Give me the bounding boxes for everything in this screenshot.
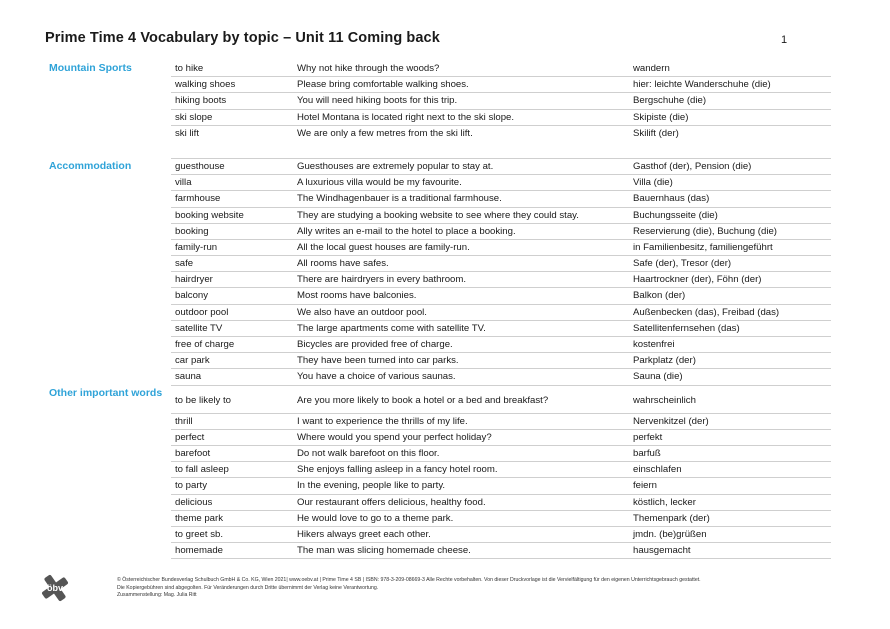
german-translation: Themenpark (der) xyxy=(633,512,710,524)
example-sentence: Ally writes an e-mail to the hotel to place a booking. xyxy=(297,225,516,237)
page-title: Prime Time 4 Vocabulary by topic – Unit 11 Coming back xyxy=(45,30,440,46)
vocab-word: homemade xyxy=(175,545,223,557)
german-translation: Skilift (der) xyxy=(633,127,679,139)
vocab-row xyxy=(45,77,831,93)
vocab-row xyxy=(45,414,831,430)
vocab-word: booking website xyxy=(175,209,244,221)
footer-copy-note: Die Kopiergebühren sind abgegolten. Für Veränderungen durch Dritte übernimmt der Verlag keine Verantwortung. xyxy=(117,584,379,591)
category-heading: Mountain Sports xyxy=(49,62,132,74)
example-sentence: I want to experience the thrills of my life. xyxy=(297,415,468,427)
vocab-row xyxy=(45,478,831,494)
vocab-word: free of charge xyxy=(175,339,235,350)
vocab-word: to fall asleep xyxy=(175,464,229,476)
vocab-row xyxy=(45,110,831,126)
vocab-word: thrill xyxy=(175,415,193,427)
example-sentence: Why not hike through the woods? xyxy=(297,63,440,74)
german-translation: Balkon (der) xyxy=(633,290,686,302)
oebv-logo xyxy=(38,571,72,605)
section-spacer xyxy=(45,142,831,159)
page-number: 1 xyxy=(781,34,788,46)
example-sentence: You will need hiking boots for this trip. xyxy=(297,95,458,107)
german-translation: köstlich, lecker xyxy=(633,496,696,508)
example-sentence: Most rooms have balconies. xyxy=(297,290,417,302)
example-sentence: He would love to go to a theme park. xyxy=(297,512,454,524)
vocab-row xyxy=(45,61,831,77)
vocab-word: booking xyxy=(175,225,209,237)
vocab-word: guesthouse xyxy=(175,160,225,172)
german-translation: in Familienbesitz, familiengeführt xyxy=(633,241,773,253)
german-translation: wahrscheinlich xyxy=(633,394,696,406)
german-translation: Villa (die) xyxy=(633,177,673,189)
example-sentence: All rooms have safes. xyxy=(297,258,389,270)
vocab-word: hiking boots xyxy=(175,95,227,107)
vocab-word: sauna xyxy=(175,371,202,383)
vocab-word: ski lift xyxy=(175,127,199,139)
vocab-row xyxy=(45,256,831,272)
vocab-word: outdoor pool xyxy=(175,306,229,318)
example-sentence: They have been turned into car parks. xyxy=(297,355,459,367)
vocab-row xyxy=(45,272,831,288)
example-sentence: There are hairdryers in every bathroom. xyxy=(297,274,467,286)
example-sentence: The Windhagenbauer is a traditional farmhouse. xyxy=(297,193,502,205)
vocab-row xyxy=(45,337,831,353)
vocab-row xyxy=(45,126,831,142)
category-heading: Accommodation xyxy=(49,159,132,172)
vocab-word: perfect xyxy=(175,431,205,443)
german-translation: Satellitenfernsehen (das) xyxy=(633,322,740,334)
vocab-word: ski slope xyxy=(175,111,213,123)
vocab-row xyxy=(45,321,831,337)
german-translation: feiern xyxy=(633,480,657,492)
german-translation: hausgemacht xyxy=(633,545,691,557)
vocab-word: to party xyxy=(175,480,207,492)
vocab-row xyxy=(45,353,831,369)
example-sentence: We are only a few metres from the ski lift. xyxy=(297,127,473,139)
vocab-row xyxy=(45,495,831,511)
vocab-word: hairdryer xyxy=(175,274,213,286)
example-sentence: The man was slicing homemade cheese. xyxy=(297,545,471,557)
example-sentence: Hotel Montana is located right next to the ski slope. xyxy=(297,111,515,123)
german-translation: Buchungsseite (die) xyxy=(633,209,718,221)
vocab-row xyxy=(45,159,831,175)
vocab-row xyxy=(45,446,831,462)
german-translation: Bauernhaus (das) xyxy=(633,193,710,205)
example-sentence: They are studying a booking website to see where they could stay. xyxy=(297,209,579,221)
vocabulary-table xyxy=(45,61,831,559)
german-translation: Safe (der), Tresor (der) xyxy=(633,258,732,270)
vocab-word: satellite TV xyxy=(175,322,223,334)
vocab-row xyxy=(45,527,831,543)
vocab-word: walking shoes xyxy=(175,79,236,91)
german-translation: Gasthof (der), Pension (die) xyxy=(633,160,752,172)
vocab-row xyxy=(45,175,831,191)
german-translation: hier: leichte Wanderschuhe (die) xyxy=(633,79,771,91)
german-translation: Außenbecken (das), Freibad (das) xyxy=(633,306,780,318)
german-translation: Skipiste (die) xyxy=(633,111,689,123)
german-translation: kostenfrei xyxy=(633,339,675,350)
vocab-row xyxy=(45,208,831,224)
example-sentence: She enjoys falling asleep in a fancy hotel room. xyxy=(297,464,498,476)
vocab-word: safe xyxy=(175,258,194,270)
vocab-row xyxy=(45,369,831,385)
example-sentence: Are you more likely to book a hotel or a bed and breakfast? xyxy=(297,394,549,406)
german-translation: barfuß xyxy=(633,447,661,459)
vocab-row xyxy=(45,224,831,240)
example-sentence: Please bring comfortable walking shoes. xyxy=(297,79,469,91)
vocab-word: theme park xyxy=(175,512,223,524)
vocab-row xyxy=(45,240,831,256)
vocab-row xyxy=(45,305,831,321)
vocab-row xyxy=(45,386,831,414)
example-sentence: Where would you spend your perfect holiday? xyxy=(297,431,492,443)
vocab-word: to hike xyxy=(175,63,204,74)
german-translation: Reservierung (die), Buchung (die) xyxy=(633,225,777,237)
vocab-word: villa xyxy=(175,177,192,189)
vocab-word: barefoot xyxy=(175,447,211,459)
category-heading: Other important words xyxy=(49,386,163,399)
german-translation: Nervenkitzel (der) xyxy=(633,415,709,427)
example-sentence: A luxurious villa would be my favourite. xyxy=(297,177,462,189)
vocab-row xyxy=(45,288,831,304)
logo-text: öbv xyxy=(46,583,64,593)
example-sentence: Bicycles are provided free of charge. xyxy=(297,339,453,350)
vocab-word: car park xyxy=(175,355,210,367)
german-translation: Haartrockner (der), Föhn (der) xyxy=(633,274,762,286)
example-sentence: Hikers always greet each other. xyxy=(297,528,431,540)
vocab-word: delicious xyxy=(175,496,213,508)
footer-compiler: Zusammenstellung: Mag. Julia Ritt xyxy=(117,592,197,598)
example-sentence: Our restaurant offers delicious, healthy food. xyxy=(297,496,486,508)
footer xyxy=(117,577,701,600)
example-sentence: Guesthouses are extremely popular to stay at. xyxy=(297,160,494,172)
footer-copyright: © Österreichischer Bundesverlag Schulbuch GmbH & Co. KG, Wien 2021| www.oebv.at | Prime Time 4 SB | ISBN: 978-3-209-08669-3 Alle Rechte vorbehalten. Von dieser Druckvorlage ist die Vervielfältigung für den eigenen Unterrichtsgebrauch gestattet. xyxy=(117,577,701,583)
example-sentence: Do not walk barefoot on this floor. xyxy=(297,447,440,459)
vocab-word: family-run xyxy=(175,241,218,253)
vocab-word: farmhouse xyxy=(175,193,221,205)
german-translation: Bergschuhe (die) xyxy=(633,95,707,107)
vocab-word: balcony xyxy=(175,290,209,302)
vocab-row xyxy=(45,430,831,446)
german-translation: einschlafen xyxy=(633,464,682,476)
example-sentence: The large apartments come with satellite TV. xyxy=(297,322,486,334)
example-sentence: We also have an outdoor pool. xyxy=(297,306,427,318)
vocab-row xyxy=(45,93,831,109)
german-translation: perfekt xyxy=(633,431,663,443)
vocab-row xyxy=(45,191,831,207)
german-translation: Parkplatz (der) xyxy=(633,355,696,367)
example-sentence: All the local guest houses are family-run. xyxy=(297,241,470,253)
vocab-row xyxy=(45,511,831,527)
german-translation: Sauna (die) xyxy=(633,371,683,383)
vocab-row xyxy=(45,543,831,559)
example-sentence: You have a choice of various saunas. xyxy=(297,371,456,383)
example-sentence: In the evening, people like to party. xyxy=(297,480,446,492)
vocab-row xyxy=(45,462,831,478)
vocab-word: to greet sb. xyxy=(175,528,223,540)
vocab-word: to be likely to xyxy=(175,394,231,406)
german-translation: jmdn. (be)grüßen xyxy=(633,528,707,540)
german-translation: wandern xyxy=(633,63,670,74)
